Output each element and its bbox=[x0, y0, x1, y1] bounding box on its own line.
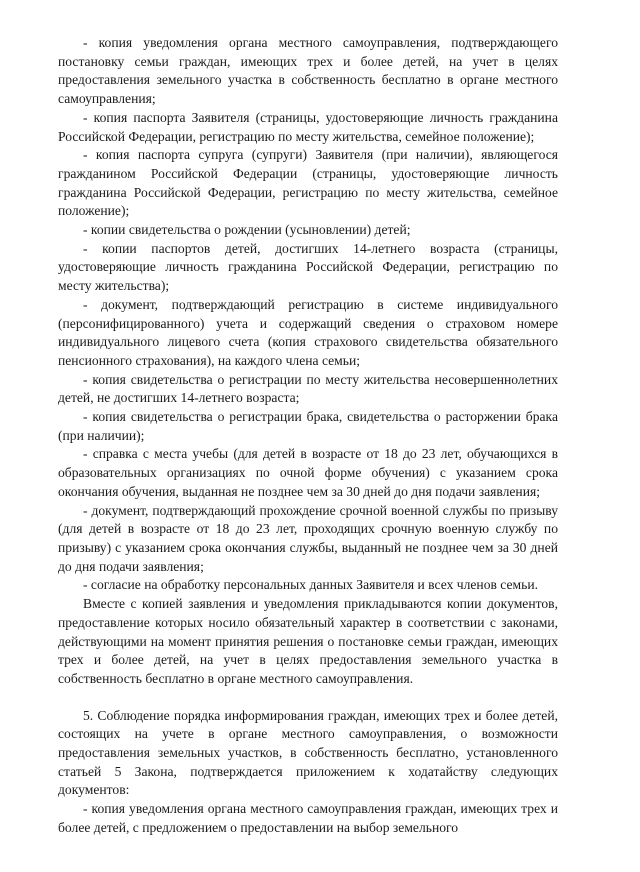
list-item-applicant-passport: - копия паспорта Заявителя (страницы, удостоверяющие личность гражданина Российской Федерации, регистрацию по месту жительства, семейное положение); bbox=[58, 109, 558, 144]
paragraph-attachments-note: Вместе с копией заявления и уведомления прикладываются копии документов, предоставление которых носило обязательный характер в соответствии с законами, действующими на момент принятия решения о постановке семьи граждан, имеющих трех и более детей, на учет в целях предоставления земельного участка в собственность бесплатно в органе местного самоуправления. bbox=[58, 596, 558, 686]
list-item-insurance-document: - документ, подтверждающий регистрацию в системе индивидуального (персонифицированного) учета и содержащий сведения о страховом номере индивидуального лицевого счета (копия страхового свидетельства обязательного пенсионного страхования), на каждого члена семьи; bbox=[58, 296, 558, 368]
list-item-residence-registration: - копия свидетельства о регистрации по месту жительства несовершеннолетних детей, не достигших 14-летнего возраста; bbox=[58, 371, 558, 406]
list-item-notification-copy: - копия уведомления органа местного самоуправления, подтверждающего постановку семьи граждан, имеющих трех и более детей, на учет в целях предоставления земельного участка в собственность бесплатно в органе местного самоуправления; bbox=[58, 35, 558, 107]
list-item-children-passports: - копии паспортов детей, достигших 14-летнего возраста (страницы, удостоверяющие личность гражданина Российской Федерации, регистрацию по месту жительства); bbox=[58, 240, 558, 294]
list-item-marriage-certificate: - копия свидетельства о регистрации брака, свидетельства о расторжении брака (при наличии); bbox=[58, 409, 558, 443]
list-item-spouse-passport: - копия паспорта супруга (супруги) Заявителя (при наличии), являющегося гражданином Российской Федерации (страницы, удостоверяющие личность гражданина Российской Федерации, регистрацию по месту жительства, семейное положение); bbox=[58, 147, 558, 219]
list-item-birth-certificates: - копии свидетельства о рождении (усыновлении) детей; bbox=[83, 222, 411, 238]
section-5-paragraph: 5. Соблюдение порядка информирования граждан, имеющих трех и более детей, состоящих на учете в органе местного самоуправления, о возможности предоставления земельных участков, в собственность бесплатно, установленного статьей 5 Закона, подтверждается приложением к ходатайству следующих документов: bbox=[58, 707, 558, 798]
list-item-military-service: - документ, подтверждающий прохождение срочной военной службы по призыву (для детей в возрасте от 18 до 23 лет, проходящих срочную военную службу по призыву) с указанием срока окончания службы, выданный не позднее чем за 30 дней до дня подачи заявления; bbox=[58, 502, 558, 574]
list-item-study-certificate: - справка с места учебы (для детей в возрасте от 18 до 23 лет, обучающихся в образовательных организациях по очной форме обучения) с указанием срока окончания обучения, выданная не позднее чем за 30 дней до дня подачи заявления; bbox=[58, 446, 558, 499]
list-item-offer-notification: - копия уведомления органа местного самоуправления граждан, имеющих трех и более детей, с предложением о предоставлении на выбор земельного bbox=[58, 801, 558, 835]
document-body bbox=[58, 34, 558, 838]
list-item-data-consent: - согласие на обработку персональных данных Заявителя и всех членов семьи. bbox=[83, 577, 539, 593]
